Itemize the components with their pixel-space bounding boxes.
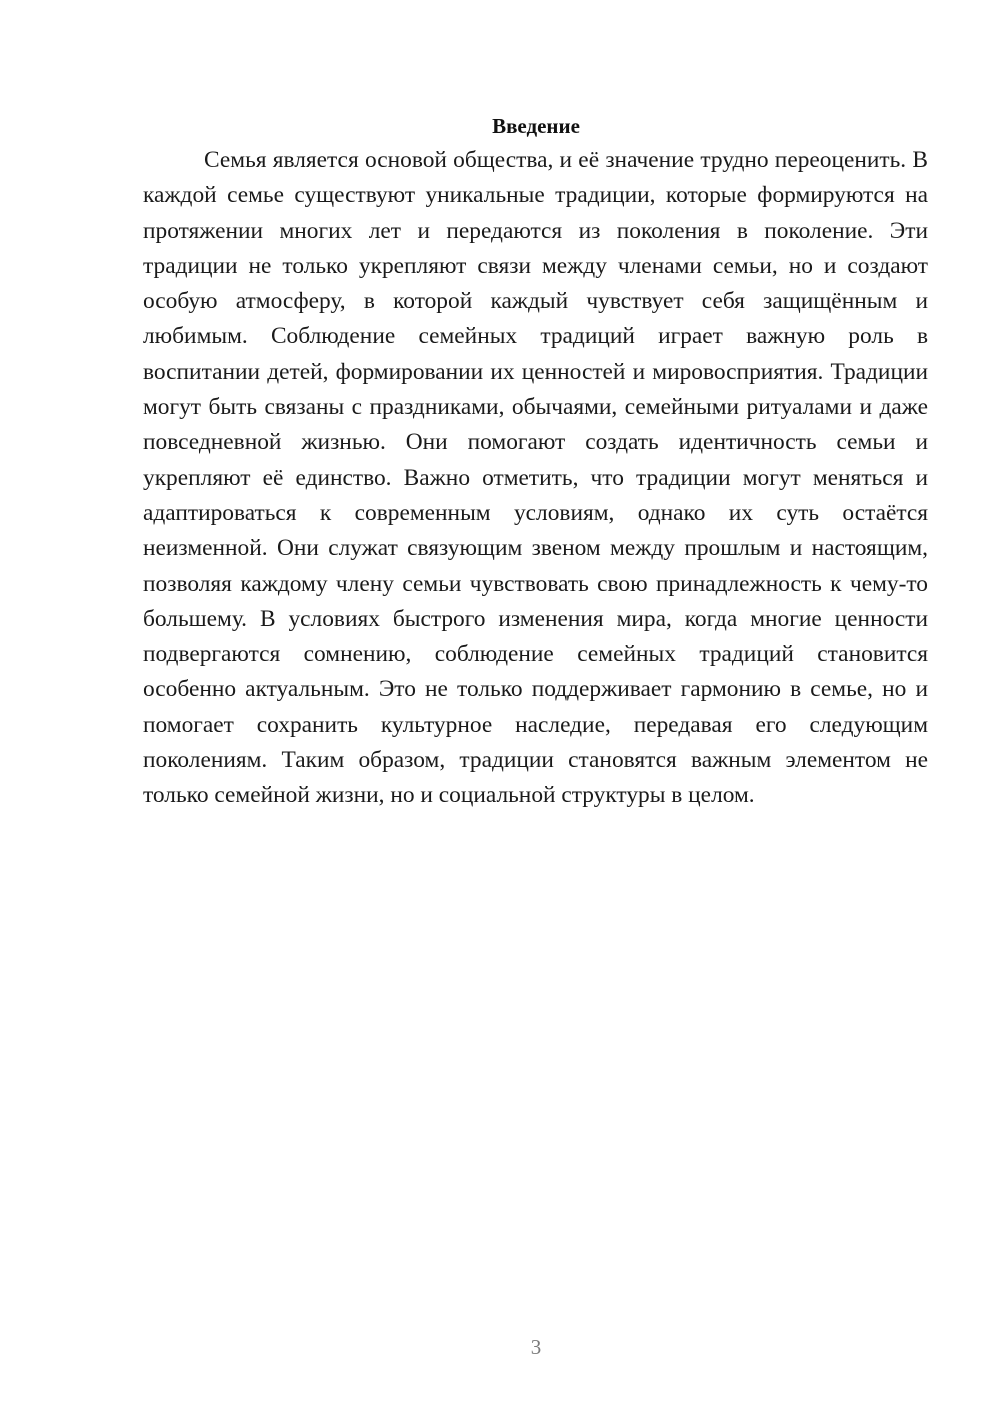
body-paragraph: Семья является основой общества, и её значение трудно переоценить. В каждой семье существуют уникальные традиции, которые формируются на протяжении многих лет и передаются из поколения в поколение. Эти традиции не только укрепляют связи между членами семьи, но и создают особую атмосферу, в которой каждый чувствует себя защищённым и любимым. Соблюдение семейных традиций играет важную роль в воспитании детей, формировании их ценностей и мировосприятия. Традиции могут быть связаны с праздниками, обычаями, семейными ритуалами и даже повседневной жизнью. Они помогают создать идентичность семьи и укрепляют её единство. Важно отметить, что традиции могут меняться и адаптироваться к современным условиям, однако их суть остаётся неизменной. Они служат связующим звеном между прошлым и настоящим, позволяя каждому члену семьи чувствовать свою принадлежность к чему-то большему. В условиях быстрого изменения мира, когда многие ценности подвергаются сомнению, соблюдение семейных традиций становится особенно актуальным. Это не только поддерживает гармонию в семье, но и помогает сохранить культурное наследие, передавая его следующим поколениям. Таким образом, традиции становятся важным элементом не только семейной жизни, но и социальной структуры в целом. (143, 147, 928, 809)
section-title: Введение (492, 114, 580, 139)
page-number: 3 (530, 1335, 542, 1359)
